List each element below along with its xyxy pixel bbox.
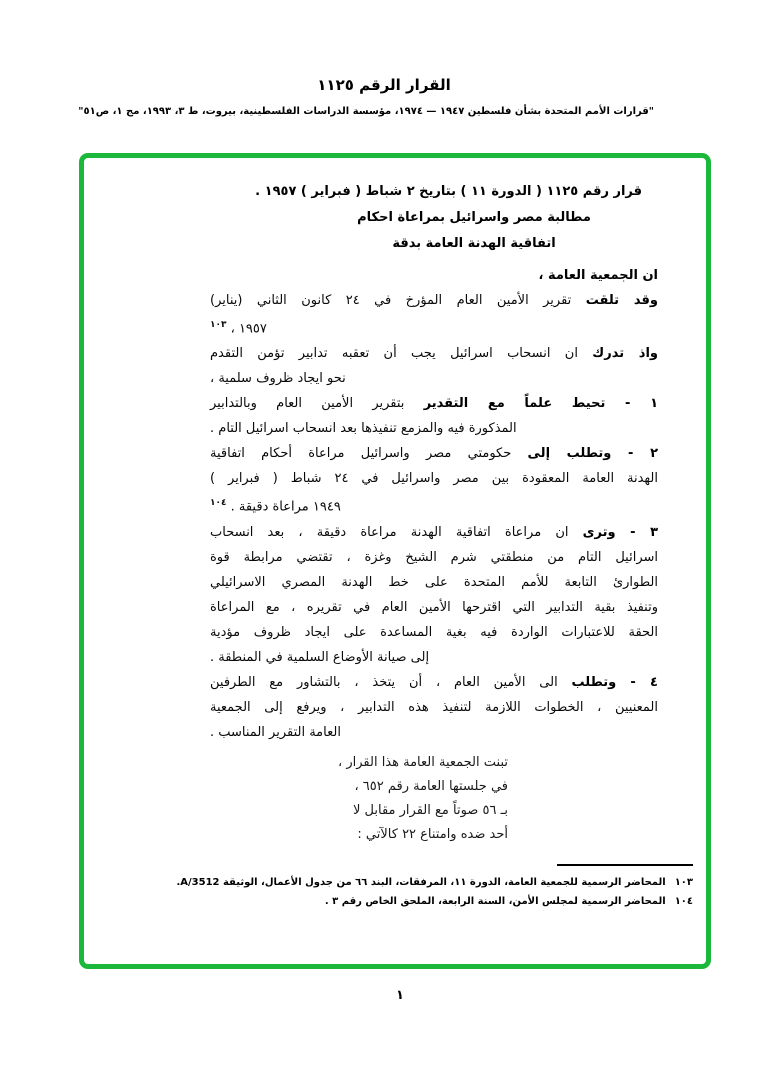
body-line: الحقة للاعتبارات الواردة فيه بغية المساعدة على ايجاد ظروف مؤدية: [210, 624, 658, 640]
source-citation: "قرارات الأمم المتحدة بشأن فلسطين ١٩٤٧ — ١٩٧٤، مؤسسة الدراسات الفلسطينية، بيروت، ط ٣، ١٩٩٣، مج ١، ص٥١": [78, 106, 654, 117]
body-line: العامة التقرير المناسب .: [210, 724, 341, 740]
body-line: ٢ - وتطلب إلى حكومتي مصر واسرائيل مراعاة أحكام اتفاقية: [210, 446, 658, 462]
body-line: ٣ - وترى ان مراعاة اتفاقية الهدنة مراعاة دقيقة ، بعد انسحاب: [210, 524, 658, 540]
resolution-heading-line1: قرار رقم ١١٢٥ ( الدورة ١١ ) بتاريخ ٢ شباط ( فبراير ) ١٩٥٧ .: [255, 184, 642, 199]
footnote-separator-rule: [557, 864, 693, 866]
page-title: القرار الرقم ١١٢٥: [317, 76, 451, 94]
body-line: اسرائيل التام من منطقتي شرم الشيخ وغزة ، تقتضي مرابطة قوة: [210, 549, 658, 565]
footnote-text: المحاضر الرسمية لمجلس الأمن، السنة الرابعة، الملحق الخاص رقم ٣ .: [324, 896, 666, 907]
lead-phrase: ٣ - وترى: [582, 524, 658, 540]
lead-phrase: ٢ - وتطلب إلى: [527, 446, 658, 462]
footnote-ref-104: ١٠٤: [210, 498, 227, 509]
body-line: ١٩٥٧ ، $^{١٠٣}$: [210, 320, 267, 337]
body-line: نحو ايجاد ظروف سلمية ،: [210, 371, 346, 387]
body-line: وتنفيذ بقية التدابير التي اقترحها الأمين العام في تقريره ، مع المراعاة: [210, 599, 658, 615]
footnotes-section: [120, 864, 693, 911]
body-line: واذ تدرك ان انسحاب اسرائيل يجب أن تعقبه تدابير تؤمن التقدم: [210, 346, 659, 362]
footnote-number: ١٠٤: [674, 896, 693, 907]
lead-phrase: ١ - تحيط علماً مع التقدير: [423, 396, 658, 412]
adoption-line: في جلستها العامة رقم ٦٥٢ ،: [354, 778, 508, 794]
body-line: ١ - تحيط علماً مع التقدير بتقرير الأمين العام وبالتدابير: [210, 396, 658, 412]
body-line: وقد تلقت تقرير الأمين العام المؤرخ في ٢٤ كانون الثاني (يناير): [210, 293, 658, 308]
page-number: ١: [396, 988, 404, 1003]
adoption-note: [210, 751, 508, 847]
resolution-document: [84, 158, 706, 847]
footnote-104: [120, 892, 693, 911]
adoption-line: أحد ضده وامتناع ٢٢ كالآتي :: [357, 826, 508, 842]
resolution-heading-line3: اتفاقية الهدنة العامة بدقة: [392, 236, 556, 251]
body-line: الهدنة العامة المعقودة بين مصر واسرائيل في ٢٤ شباط ( فبراير ): [210, 471, 658, 487]
adoption-line: بـ ٥٦ صوتاً مع القرار مقابل لا: [353, 802, 508, 818]
resolution-heading-line2: مطالبة مصر واسرائيل بمراعاة احكام: [357, 210, 591, 225]
lead-phrase: واذ تدرك: [592, 346, 659, 362]
body-line: ١٩٤٩ مراعاة دقيقة . $^{١٠٤}$: [210, 498, 341, 515]
body-line: الطوارئ التابعة للأمم المتحدة على خط الهدنة المصري الاسرائيلي: [210, 574, 658, 590]
body-line: المذكورة فيه والمزمع تنفيذها بعد انسحاب اسرائيل التام .: [210, 421, 517, 437]
assembly-opening-line: ان الجمعية العامة ،: [538, 268, 658, 283]
page-header: [78, 76, 654, 117]
body-line: إلى صيانة الأوضاع السلمية في المنطقة .: [210, 649, 430, 665]
footnote-103: [120, 873, 693, 892]
adoption-line: تبنت الجمعية العامة هذا القرار ،: [338, 754, 508, 770]
body-line: ٤ - وتطلب الى الأمين العام ، أن يتخذ ، بالتشاور مع الطرفين: [210, 674, 658, 690]
body-line: المعنيين ، الخطوات اللازمة لتنفيذ هذه التدابير ، ويرفع إلى الجمعية: [210, 699, 658, 715]
footnote-ref-103: ١٠٣: [210, 320, 227, 330]
footnote-number: ١٠٣: [674, 877, 693, 888]
lead-phrase: وقد تلقت: [585, 293, 658, 308]
lead-phrase: ٤ - وتطلب: [571, 674, 658, 690]
footnote-text: المحاضر الرسمية للجمعية العامة، الدورة ١١، المرفقات، البند ٦٦ من جدول الأعمال، الوثيقة A/3512.: [176, 877, 666, 888]
